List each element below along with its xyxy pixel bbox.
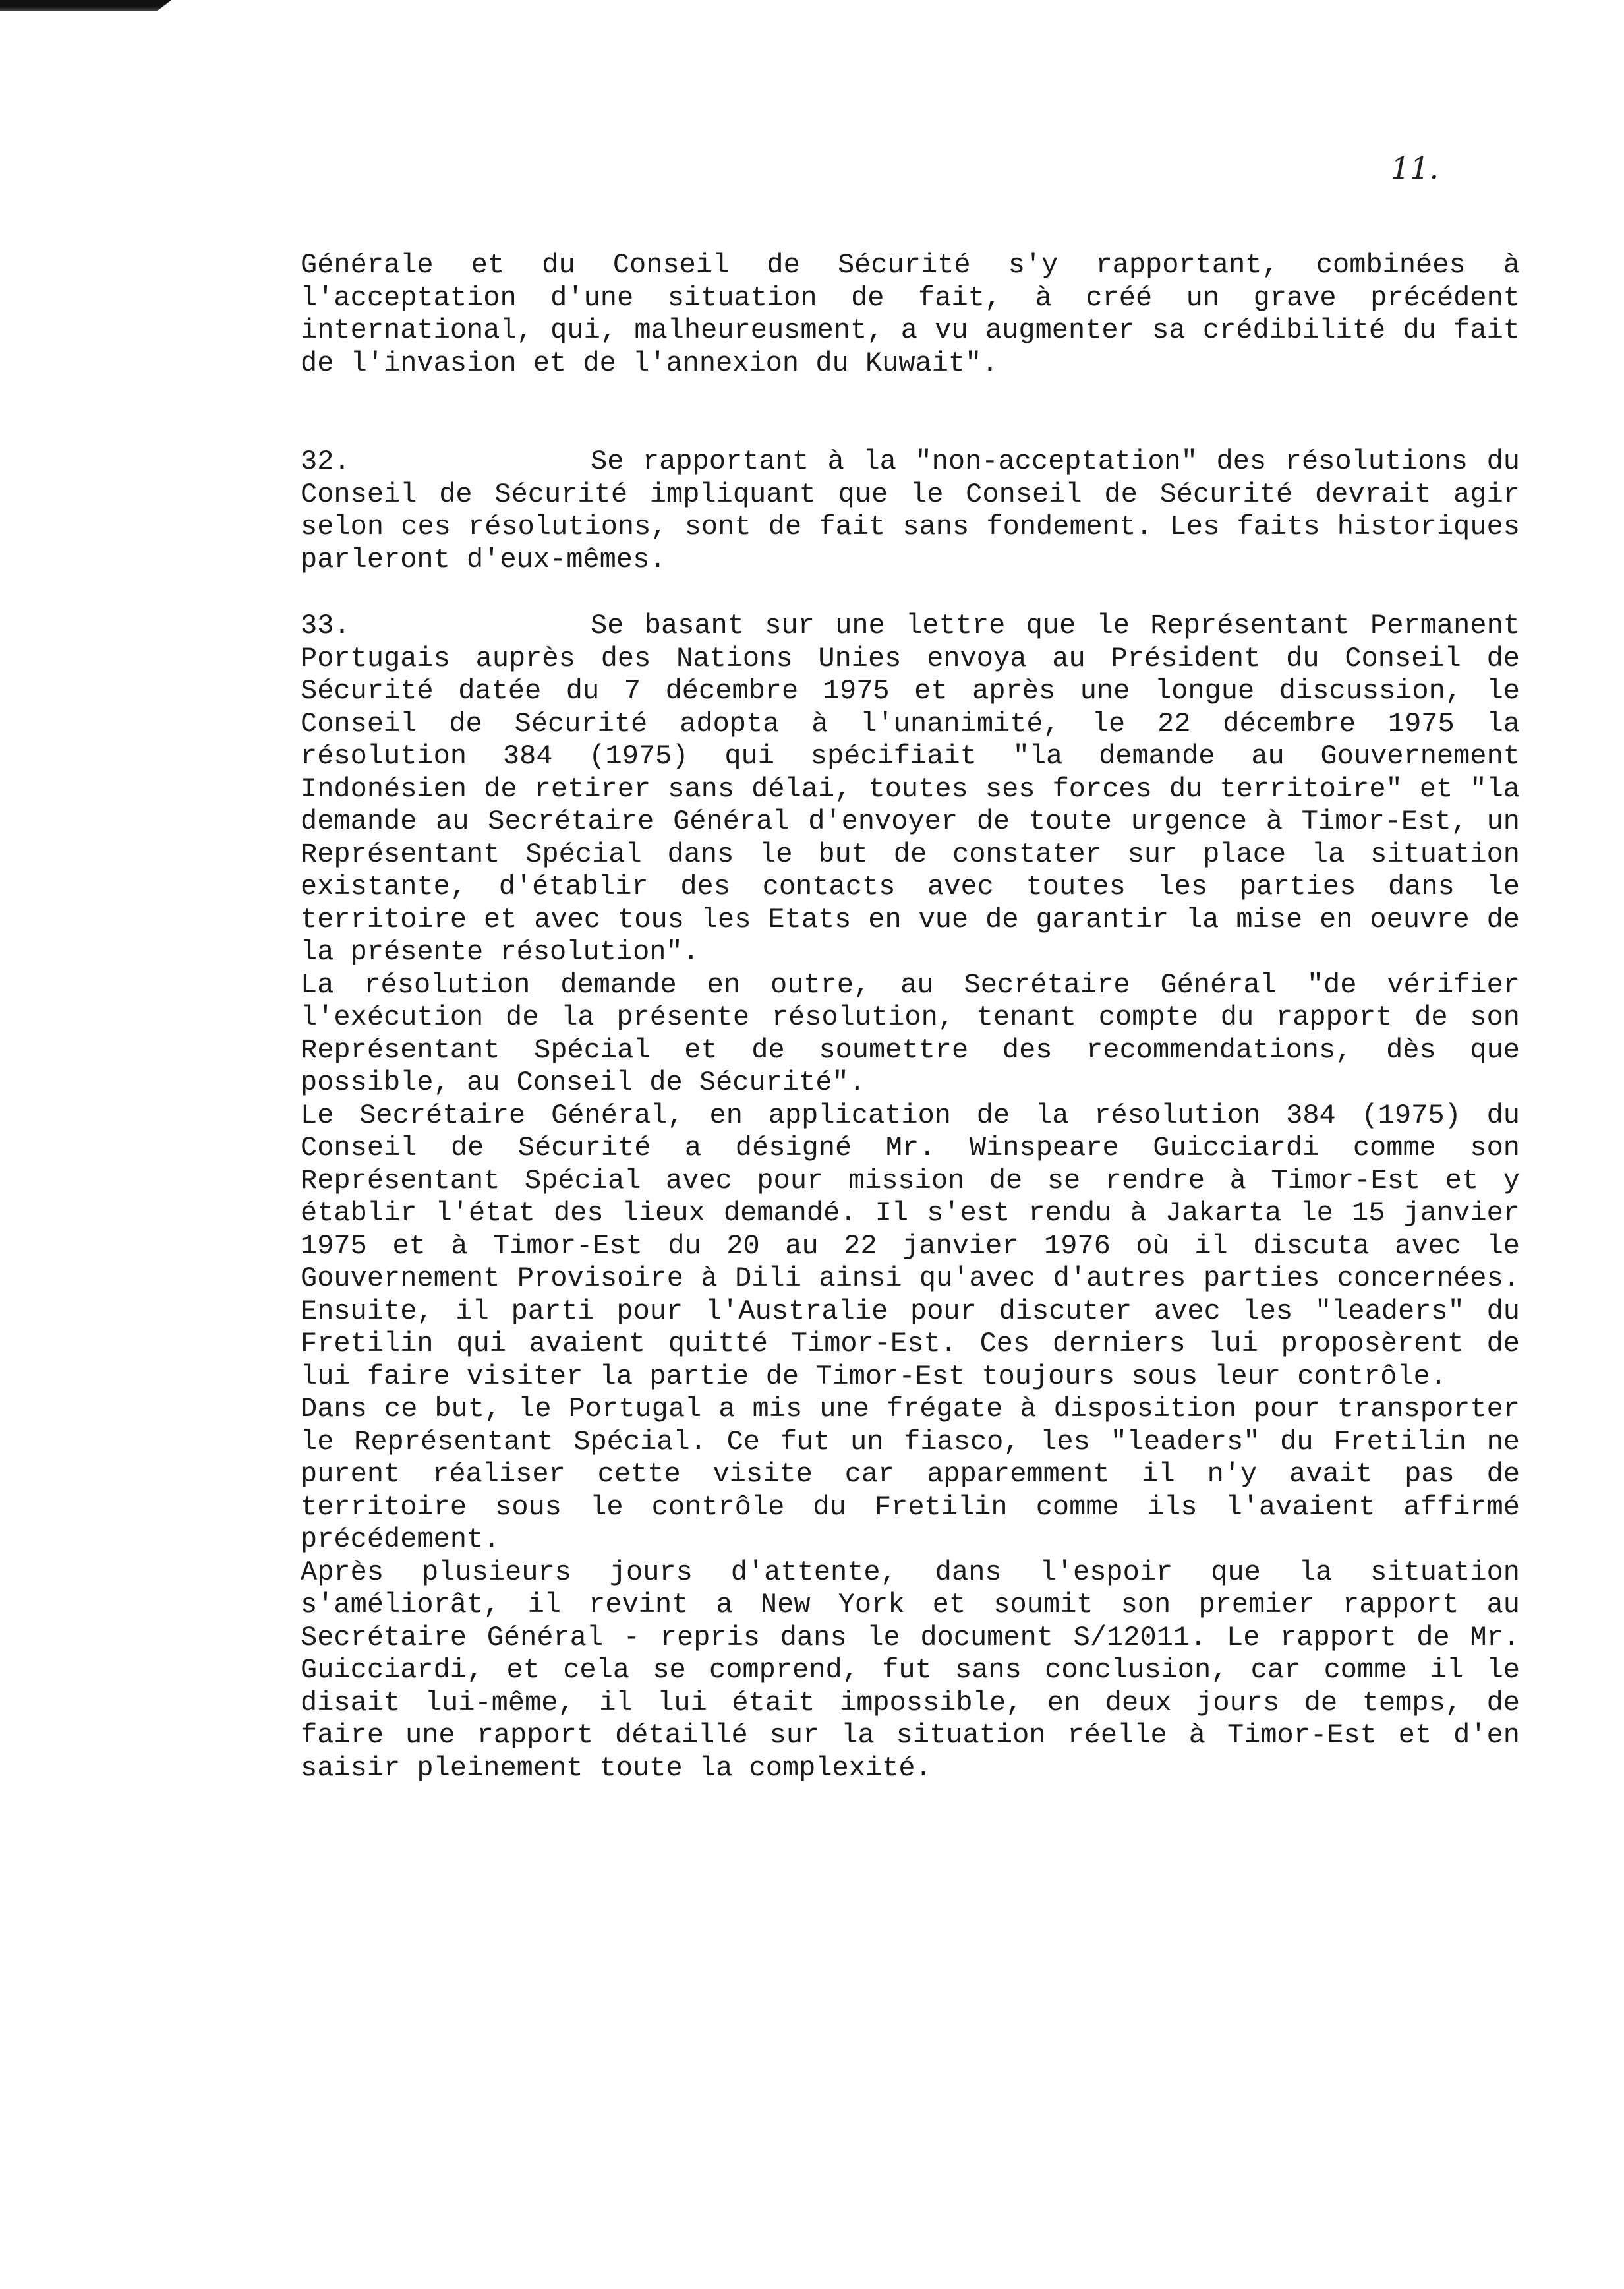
paragraph-continuation: La résolution demande en outre, au Secrétaire Général "de vérifier l'exécution de la présente résolution, tenant compte du rapport de son Représentant Spécial et de soumettre des recommendations, dès que possible, au Conseil de Sécurité". bbox=[301, 968, 1520, 1098]
paragraph-continuation: Dans ce but, le Portugal a mis une frégate à disposition pour transporter le Représentant Spécial. Ce fut un fiasco, les "leaders" du Fretilin ne purent réaliser cette visite car apparemment il n'y avait pas de territoire sous le contrôle du Fretilin comme ils l'avaient affirmé précédement. bbox=[301, 1393, 1520, 1555]
paragraph-33 bbox=[301, 610, 1520, 1785]
paragraph-text: Générale et du Conseil de Sécurité s'y rapportant, combinées à l'acceptation d'une situation de fait, à créé un grave précédent international, qui, malheureusment, a vu augmenter sa crédibilité du fait de l'invasion et de l'annexion du Kuwait". bbox=[301, 249, 1520, 379]
paragraph-continuation: Le Secrétaire Général, en application de la résolution 384 (1975) du Conseil de Sécurité a désigné Mr. Winspeare Guicciardi comme son Représentant Spécial avec pour mission de se rendre à Timor-Est et y établir l'état des lieux demandé. Il s'est rendu à Jakarta le 15 janvier 1975 et à Timor-Est du 20 au 22 janvier 1976 où il discuta avec le Gouvernement Provisoire à Dili ainsi qu'avec d'autres parties concernées. Ensuite, il parti pour l'Australie pour discuter avec les "leaders" du Fretilin qui avaient quitté Timor-Est. Ces derniers lui proposèrent de lui faire visiter la partie de Timor-Est toujours sous leur contrôle. bbox=[301, 1099, 1520, 1392]
paragraph-31-continuation bbox=[301, 249, 1520, 380]
paragraph-number: 32. bbox=[301, 446, 351, 477]
scan-corner-mark bbox=[0, 0, 171, 11]
paragraph-number: 33. bbox=[301, 610, 351, 641]
paragraph-text: Se basant sur une lettre que le Représentant Permanent Portugais auprès des Nations Unies envoya au Président du Conseil de Sécurité datée du 7 décembre 1975 et après une longue discussion, le Conseil de Sécurité adopta à l'unanimité, le 22 décembre 1975 la résolution 384 (1975) qui spécifiait "la demande au Gouvernement Indonésien de retirer sans délai, toutes ses forces du territoire" et "la demande au Secrétaire Général d'envoyer de toute urgence à Timor-Est, un Représentant Spécial dans le but de constater sur place la situation existante, d'établir des contacts avec toutes les parties dans le territoire et avec tous les Etats en vue de garantir la mise en oeuvre de la présente résolution". bbox=[301, 610, 1520, 968]
page-number: 11. bbox=[1391, 150, 1439, 186]
paragraph-text: Se rapportant à la "non-acceptation" des résolutions du Conseil de Sécurité impliquant que le Conseil de Sécurité devrait agir selon ces résolutions, sont de fait sans fondement. Les faits historiques parleront d'eux-mêmes. bbox=[301, 446, 1520, 576]
paragraph-continuation: Après plusieurs jours d'attente, dans l'espoir que la situation s'améliorât, il revint a New York et soumit son premier rapport au Secrétaire Général - repris dans le document S/12011. Le rapport de Mr. Guicciardi, et cela se comprend, fut sans conclusion, car comme il le disait lui-même, il lui était impossible, en deux jours de temps, de faire une rapport détaillé sur la situation réelle à Timor-Est et d'en saisir pleinement toute la complexité. bbox=[301, 1556, 1520, 1784]
paragraph-32 bbox=[301, 446, 1520, 576]
